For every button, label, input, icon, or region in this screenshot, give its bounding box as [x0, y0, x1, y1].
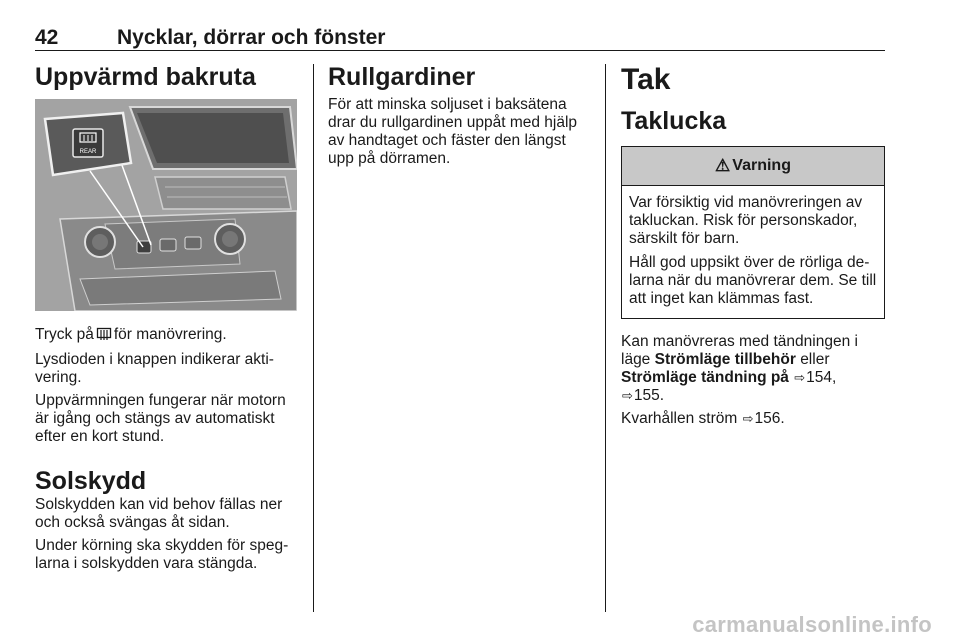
rear-defrost-icon [96, 327, 112, 346]
paragraph-operation-modes [621, 333, 885, 405]
heading-heated-rear-window: Uppvärmd bakruta [35, 63, 256, 91]
operation-text-mid: eller [800, 351, 830, 368]
warning-body [622, 186, 884, 318]
column-divider-1 [313, 64, 314, 612]
retained-power-text: Kvarhållen ström [621, 410, 738, 427]
heading-sun-visor: Solskydd [35, 467, 147, 495]
warning-box [621, 146, 885, 319]
press-text-after: för manövrering. [113, 326, 227, 343]
column-divider-2 [605, 64, 606, 612]
dashboard-illustration [35, 99, 297, 311]
page-ref-156[interactable]: 156. [754, 410, 785, 427]
page-ref-155[interactable]: 155. [633, 387, 665, 404]
column-3 [621, 62, 885, 433]
watermark: carmanualsonline.info [692, 612, 932, 637]
paragraph-press-instruction [35, 326, 299, 346]
power-mode-accessory: Strömläge tillbehör [654, 351, 796, 368]
header-rule [35, 50, 885, 51]
page-ref-154[interactable]: 154, [806, 369, 837, 386]
heading-roof: Tak [621, 63, 671, 96]
paragraph-led-indicator: Lysdioden i knappen indikerar akti-vering. [35, 351, 274, 386]
warning-header [622, 147, 884, 186]
warning-title: Varning [732, 157, 791, 174]
page-number: 42 [35, 26, 59, 49]
column-2 [328, 62, 590, 173]
press-text-before: Tryck på [35, 326, 94, 343]
warning-triangle-icon: ⚠ [715, 156, 731, 175]
paragraph-retained-power [621, 410, 885, 428]
page-reference-arrow-icon: ⇨ [742, 411, 754, 426]
paragraph-sun-visor-fold: Solskydden kan vid behov fällas ner och också svängas åt sidan. [35, 496, 283, 531]
warning-paragraph-2: Håll god uppsikt över de rörliga de-larna när du manövrerar dem. Se till att inget kan klämmas fast. [629, 254, 877, 307]
operation-text-pre: Kan manövreras med tändningen i läge [621, 333, 858, 368]
heading-sunroof: Taklucka [621, 107, 727, 135]
column-1 [35, 62, 299, 578]
paragraph-roller-blinds: För att minska soljuset i baksätena drar du rullgardinen uppåt med hjälp av handtaget och fäster den längst upp på dörramen. [328, 96, 578, 167]
power-mode-ignition-on: Strömläge tändning på [621, 369, 789, 386]
chapter-title: Nycklar, dörrar och fönster [117, 26, 386, 49]
page-reference-arrow-icon: ⇨ [622, 388, 633, 403]
rear-button-label: REAR [79, 149, 97, 155]
page-header [35, 26, 885, 50]
paragraph-heating-function: Uppvärmningen fungerar när motorn är igång och stängs av automatiskt efter en kort stund. [35, 392, 286, 445]
warning-paragraph-1: Var försiktig vid manövreringen av takluckan. Risk för personskador, särskilt för barn. [629, 194, 863, 247]
paragraph-sun-visor-mirror: Under körning ska skydden för speg-larna i solskydden vara stängda. [35, 537, 289, 572]
dashboard-drawing [35, 99, 297, 311]
heading-roller-blinds: Rullgardiner [328, 63, 476, 91]
page-reference-arrow-icon: ⇨ [794, 370, 806, 385]
